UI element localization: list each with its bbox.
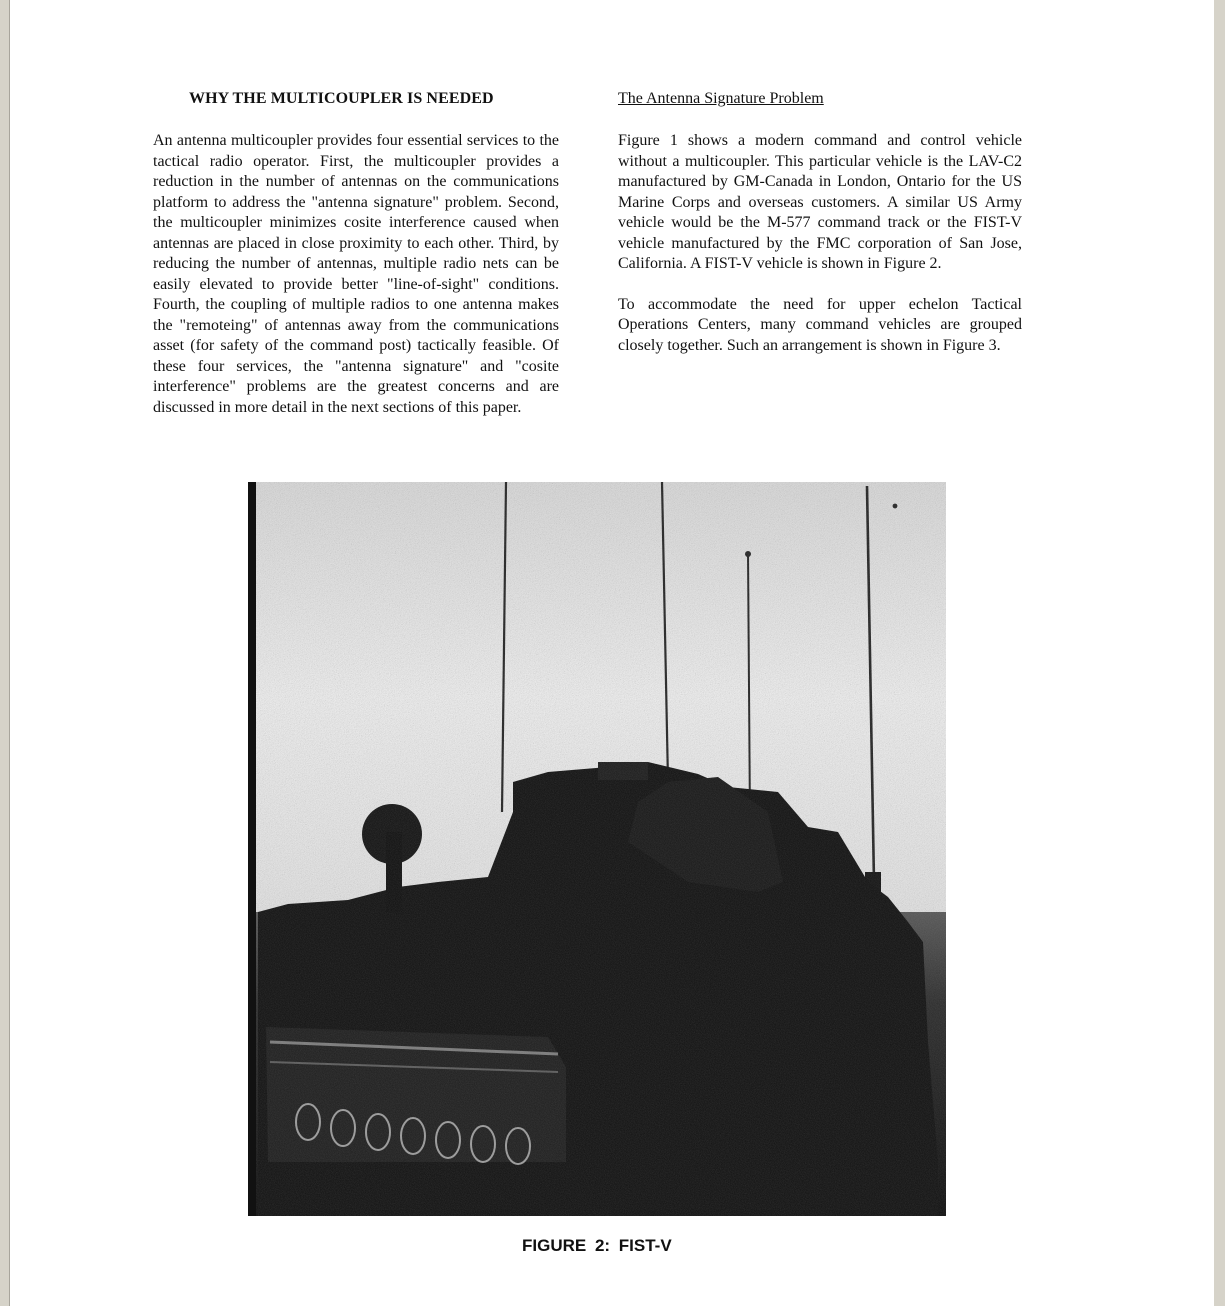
paragraph-operations-centers: To accommodate the need for upper echelon Tactical Operations Centers, many command vehicles are grouped closely together. Such an arrangement is shown in Figure 3. (618, 295, 1022, 354)
paragraph-figure-1-description: Figure 1 shows a modern command and control vehicle without a multicoupler. This particular vehicle is the LAV-C2 manufactured by GM-Canada in London, Ontario for the US Marine Corps and overseas customers. A similar US Army vehicle would be the M-577 command track or the FIST-V vehicle manufactured by the FMC corporation of San Jose, California. A FIST-V vehicle is shown in Figure 2. (618, 132, 1022, 272)
right-column (618, 131, 1022, 376)
section-heading-multicoupler: WHY THE MULTICOUPLER IS NEEDED (189, 90, 494, 107)
viewer-right-edge (1214, 0, 1225, 1306)
figure-2-photo (248, 482, 946, 1216)
paragraph-multicoupler-services: An antenna multicoupler provides four essential services to the tactical radio operator. First, the multicoupler provides a reduction in the number of antennas on the communications platform to address the "antenna signature" problem. Second, the multicoupler minimizes cosite interference caused when antennas are placed in close proximity to each other. Third, by reducing the number of antennas, multiple radio nets can be easily elevated to provide better "line-of-sight" conditions. Fourth, the coupling of multiple radios to one antenna makes the "remoteing" of antennas away from the communications asset (for safety of the command post) tactically feasible. Of these four services, the "antenna signature" and "cosite interference" problems are the greatest concerns and are discussed in more detail in the next sections of this paper. (153, 132, 559, 416)
left-column (153, 131, 559, 438)
figure-caption: FIGURE 2: FIST-V (522, 1236, 672, 1255)
document-page (9, 0, 1215, 1306)
section-heading-antenna-signature: The Antenna Signature Problem (618, 90, 824, 107)
